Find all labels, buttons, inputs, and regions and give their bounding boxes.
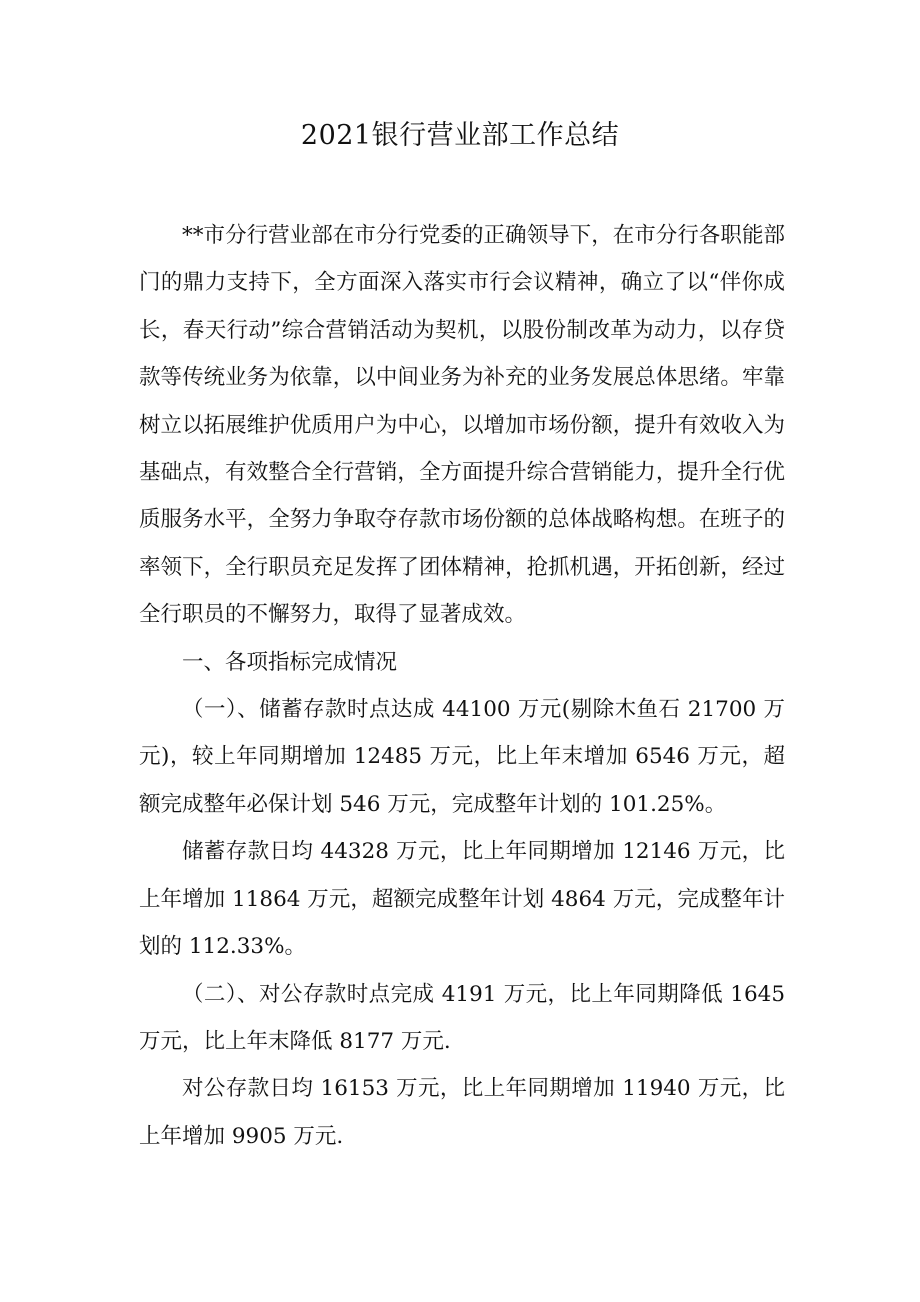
document-body — [139, 212, 785, 1160]
paragraph-corporate-point: （二）、对公存款时点完成 4191 万元，比上年同期降低 1645 万元，比上年末降低 8177 万元. — [139, 981, 785, 1054]
document-title: 2021银行营业部工作总结 — [300, 120, 620, 151]
paragraph-corporate-daily: 对公存款日均 16153 万元，比上年同期增加 11940 万元，比上年增加 9905 万元. — [139, 1076, 785, 1149]
paragraph-intro: **市分行营业部在市分行党委的正确领导下，在市分行各职能部门的鼎力支持下，全方面深入落实市行会议精神，确立了以“伴你成长，春天行动”综合营销活动为契机，以股份制改革为动力，以存贷款等传统业务为依靠，以中间业务为补充的业务发展总体思绪。牢靠树立以拓展维护优质用户为中心，以增加市场份额，提升有效收入为基础点，有效整合全行营销，全方面提升综合营销能力，提升全行优质服务水平，全努力争取夺存款市场份额的总体战略构想。在班子的率领下，全行职员充足发挥了团体精神，抢抓机遇，开拓创新，经过全行职员的不懈努力，取得了显著成效。 — [139, 223, 785, 628]
section-heading-indicators: 一、各项指标完成情况 — [182, 649, 398, 675]
paragraph-savings-point: （一）、储蓄存款时点达成 44100 万元(剔除木鱼石 21700 万元)，较上年同期增加 12485 万元，比上年末增加 6546 万元，超额完成整年必保计划 546 万元，完成整年计划的 101.25%。 — [139, 697, 785, 817]
paragraph-savings-daily: 储蓄存款日均 44328 万元，比上年同期增加 12146 万元，比上年增加 11864 万元，超额完成整年计划 4864 万元，完成整年计划的 112.33%。 — [139, 839, 785, 960]
